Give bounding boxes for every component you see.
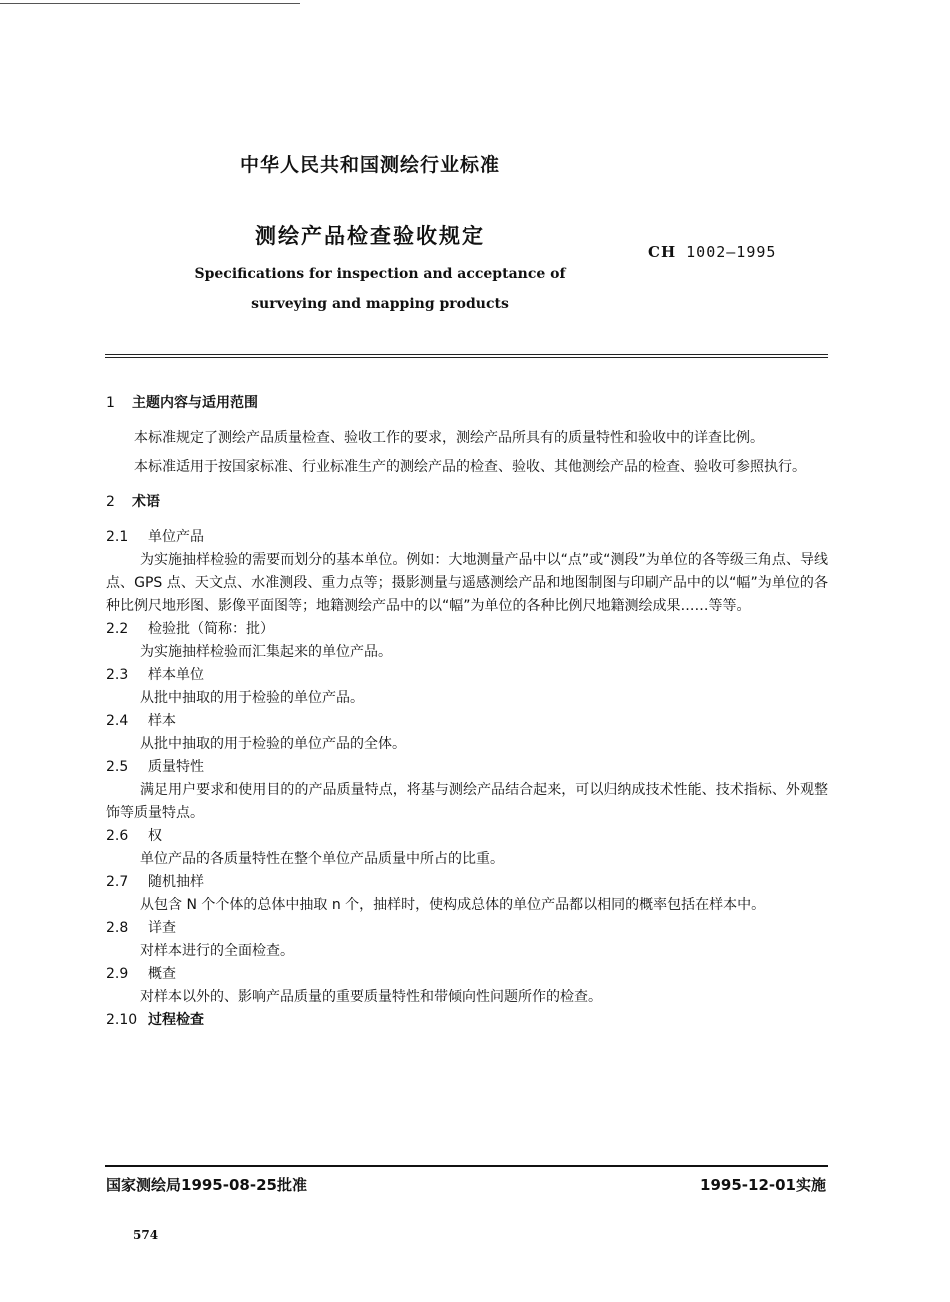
term-heading: 2.6 权 <box>106 828 162 844</box>
term-heading: 2.3 样本单位 <box>106 667 204 683</box>
section-title: 术语 <box>132 494 160 510</box>
term-definition: 从批中抽取的用于检验的单位产品。 <box>140 690 364 706</box>
document-title-en-line2: surveying and mapping products <box>251 296 509 312</box>
approval-date: 国家测绘局1995-08-25批准 <box>106 1176 307 1194</box>
section-1-heading <box>106 392 828 415</box>
section-number: 2 <box>106 494 115 510</box>
page-number: 574 <box>133 1228 159 1242</box>
standard-code <box>648 243 776 261</box>
term-definition: 从包含 N 个个体的总体中抽取 n 个，抽样时，使构成总体的单位产品都以相同的概率包括在样本中。 <box>140 897 766 913</box>
top-edge-line <box>0 3 300 4</box>
footer-divider <box>105 1165 828 1167</box>
term-heading: 2.8 详查 <box>106 920 176 936</box>
section-title: 主题内容与适用范围 <box>132 395 258 411</box>
section-1-paragraph-2: 本标准适用于按国家标准、行业标准生产的测绘产品的检查、验收、其他测绘产品的检查、验收可参照执行。 <box>134 459 806 475</box>
term-definition: 从批中抽取的用于检验的单位产品的全体。 <box>140 736 406 752</box>
standard-category-heading: 中华人民共和国测绘行业标准 <box>240 154 501 176</box>
section-2-heading <box>106 491 828 514</box>
term-definition: 单位产品的各质量特性在整个单位产品质量中所占的比重。 <box>140 851 504 867</box>
term-heading: 2.2 检验批（简称：批） <box>106 621 274 637</box>
term-definition: 为实施抽样检验而汇集起来的单位产品。 <box>140 644 392 660</box>
header-divider <box>105 354 828 355</box>
term-heading: 2.10 过程检查 <box>106 1012 204 1028</box>
term-heading: 2.7 随机抽样 <box>106 874 204 890</box>
section-number: 1 <box>106 395 115 411</box>
term-definition: 对样本以外的、影响产品质量的重要质量特性和带倾向性问题所作的检查。 <box>140 989 602 1005</box>
section-1-paragraph-1: 本标准规定了测绘产品质量检查、验收工作的要求，测绘产品所具有的质量特性和验收中的详查比例。 <box>134 430 764 446</box>
implementation-date: 1995-12-01实施 <box>700 1176 826 1194</box>
term-heading: 2.4 样本 <box>106 713 176 729</box>
header-divider-secondary <box>105 357 828 358</box>
term-heading: 2.9 概查 <box>106 966 176 982</box>
term-definition: 满足用户要求和使用目的的产品质量特点，将基与测绘产品结合起来，可以归纳成技术性能、技术指标、外观整饰等质量特点。 <box>106 782 828 821</box>
standard-code-number: 1002—1995 <box>686 243 777 261</box>
term-heading: 2.1 单位产品 <box>106 529 204 545</box>
term-definition: 对样本进行的全面检查。 <box>140 943 294 959</box>
document-title-cn: 测绘产品检查验收规定 <box>255 224 485 248</box>
document-body <box>106 392 828 1032</box>
term-definition: 为实施抽样检验的需要而划分的基本单位。例如：大地测量产品中以“点”或“测段”为单位的各等级三角点、导线点、GPS 点、天文点、水准测段、重力点等；摄影测量与遥感测绘产品和地图制图与印刷产品中的以“幅”为单位的各种比例尺地形图、影像平面图等；地籍测绘产品中的以“幅”为单位的各种比例尺地籍测绘成果……等等。 <box>106 552 828 614</box>
document-title-en-line1: Specifications for inspection and acceptance of <box>194 266 566 282</box>
standard-code-prefix: CH <box>648 243 677 261</box>
term-heading: 2.5 质量特性 <box>106 759 204 775</box>
